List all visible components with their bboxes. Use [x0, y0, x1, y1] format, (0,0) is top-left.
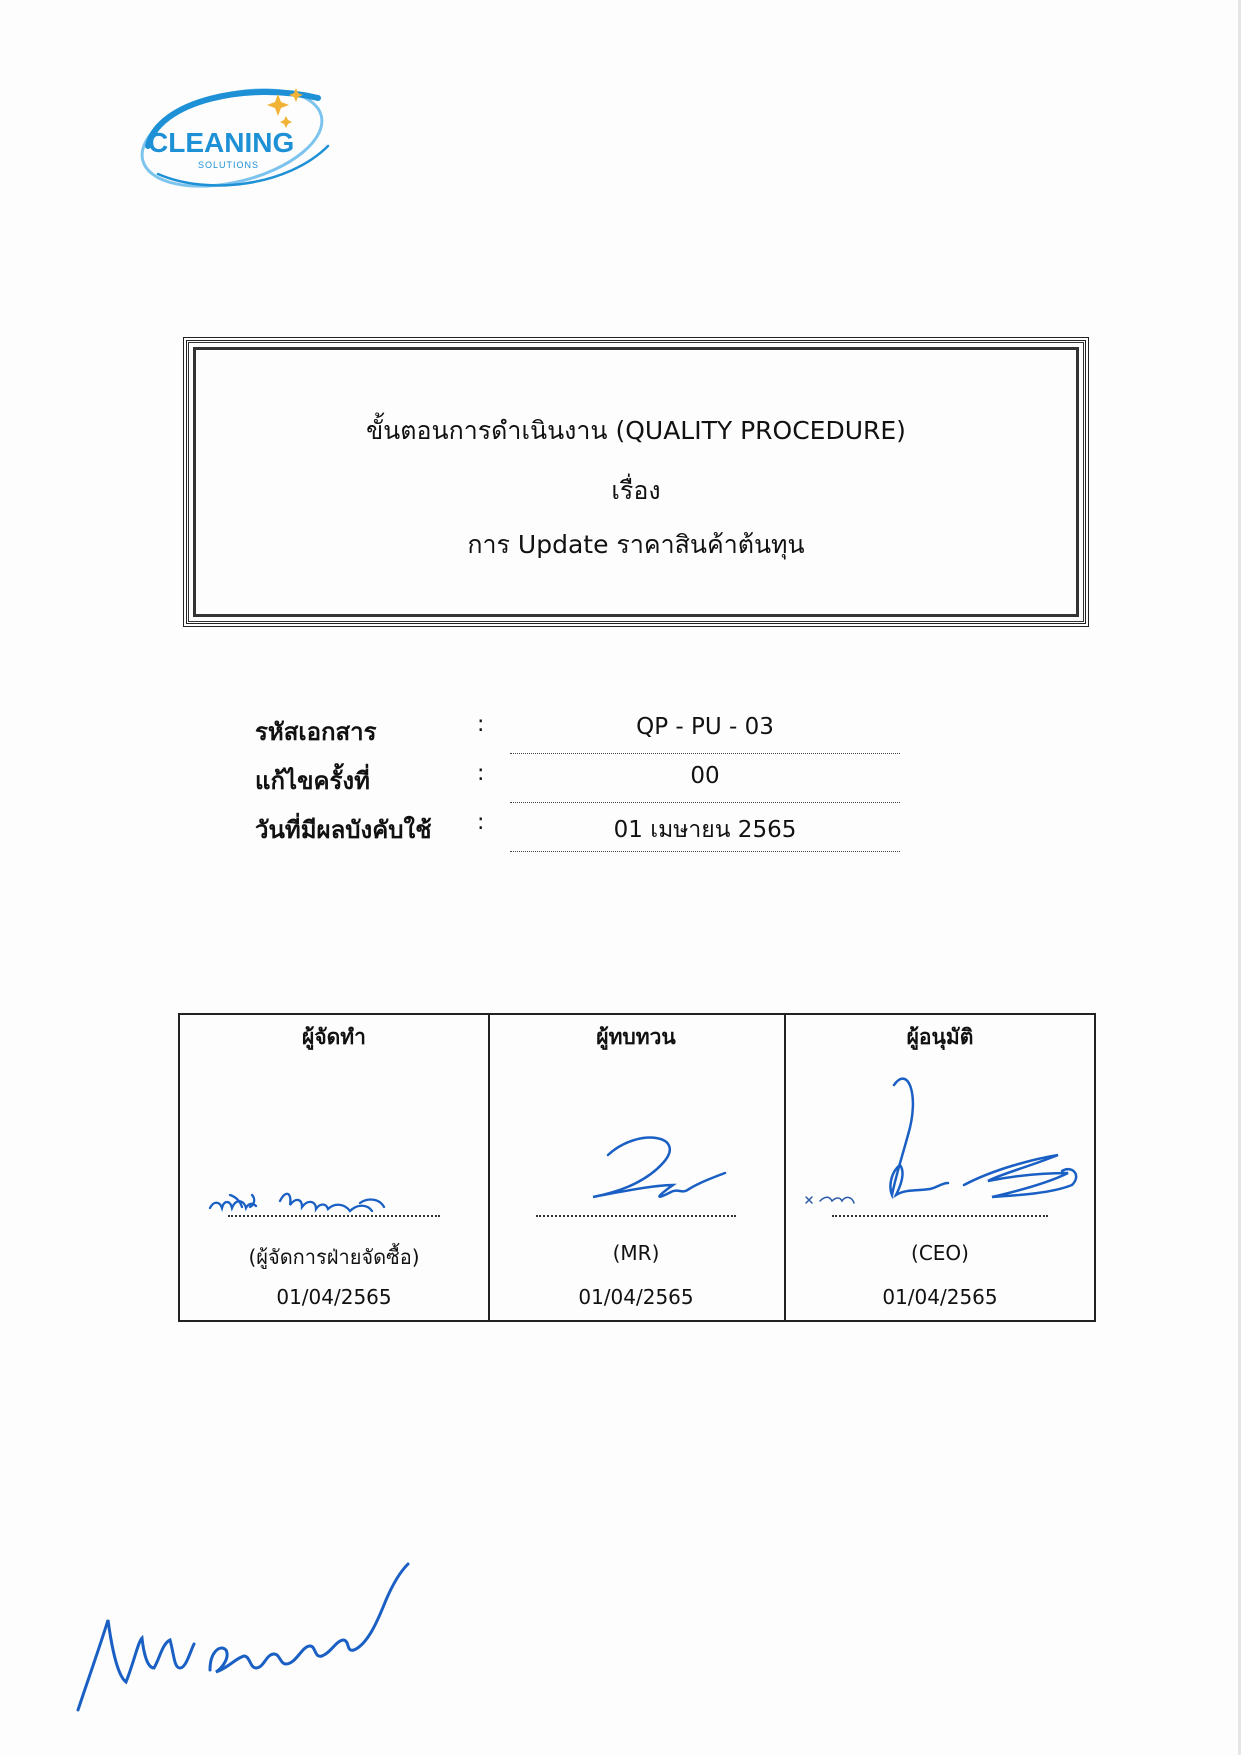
- logo-subtext: SOLUTIONS: [198, 160, 260, 170]
- handwritten-signature: [180, 1015, 488, 1320]
- handwritten-signature: [488, 1015, 784, 1320]
- procedure-title: ขั้นตอนการดำเนินงาน (QUALITY PROCEDURE): [366, 416, 906, 445]
- subject-label: เรื่อง: [611, 476, 661, 505]
- signer-role: (ผู้จัดการฝ่ายจัดซื้อ): [248, 1245, 420, 1269]
- info-row-effective-date: [255, 808, 905, 857]
- dotted-underline: [510, 753, 900, 754]
- info-colon: :: [477, 712, 485, 737]
- signature-header: ผู้ทบทวน: [596, 1025, 676, 1049]
- signature-cell-reviewer: [488, 1015, 786, 1320]
- info-label: แก้ไขครั้งที่: [255, 767, 370, 795]
- info-row-revision: [255, 759, 905, 808]
- handwritten-signature-footer: [60, 1470, 440, 1740]
- info-label: รหัสเอกสาร: [255, 718, 377, 746]
- signer-role: (MR): [612, 1241, 660, 1265]
- logo-text: CLEANING: [148, 127, 295, 158]
- info-colon: :: [477, 761, 485, 786]
- signer-role: (CEO): [911, 1241, 969, 1265]
- document-info: [255, 710, 905, 857]
- dotted-underline: [510, 802, 900, 803]
- info-label: วันที่มีผลบังคับใช้: [255, 816, 432, 844]
- title-box: [183, 337, 1089, 627]
- company-logo: [128, 76, 344, 198]
- signature-cell-preparer: [180, 1015, 490, 1320]
- signature-line: [536, 1215, 736, 1217]
- signature-table: [178, 1013, 1096, 1322]
- info-row-doc-code: [255, 710, 905, 759]
- info-value: 00: [690, 763, 720, 789]
- signature-date: 01/04/2565: [578, 1285, 694, 1309]
- subject-title: การ Update ราคาสินค้าต้นทุน: [467, 530, 805, 559]
- signature-line: [832, 1215, 1048, 1217]
- signature-line: [228, 1215, 440, 1217]
- signature-header: ผู้จัดทำ: [302, 1025, 366, 1049]
- signature-date: 01/04/2565: [276, 1285, 392, 1309]
- dotted-underline: [510, 851, 900, 852]
- handwritten-signature: [784, 1015, 1096, 1320]
- signature-header: ผู้อนุมัติ: [906, 1025, 974, 1049]
- signature-cell-approver: [784, 1015, 1096, 1320]
- info-value: 01 เมษายน 2565: [613, 817, 797, 843]
- info-value: QP - PU - 03: [636, 714, 774, 740]
- info-colon: :: [477, 810, 485, 835]
- signature-date: 01/04/2565: [882, 1285, 998, 1309]
